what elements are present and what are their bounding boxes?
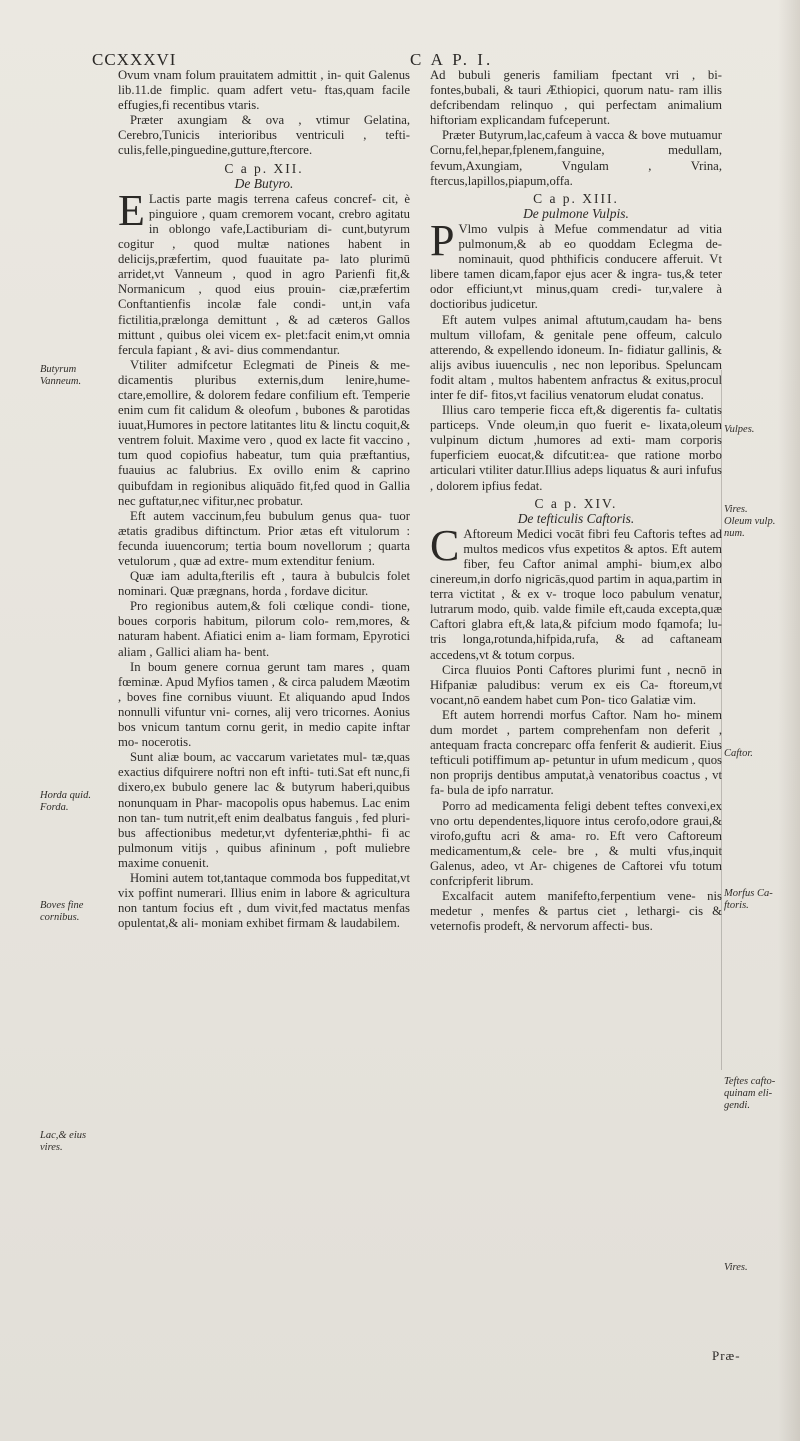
catchword: Præ- (712, 1348, 741, 1363)
paragraph-text: Vlmo vulpis à Mefue commendatur ad vitia pulmonum,& ab eo quoddam Eclegma de- nominauit, quod phthificis conducere afferuit. Vt libere tamen dicam,fapor ejus acer & ingra- tus,& teter odor efficiunt,vt minus,quam credi- tur,valere à doctioribus judicetur. (430, 221, 722, 312)
paragraph: Homini autem tot,tantaque commoda bos fuppeditat,vt vix poffint numerari. Illius enim in labore & agricultura non tantum focius eft , dum vivit,fed mactatus menfas opulentat,& ali- moniam exhibet firmam & laudabilem. (118, 870, 410, 931)
chapter-title: De pulmone Vulpis. (523, 205, 629, 221)
chapter-title: De tefticulis Caftoris. (517, 510, 635, 526)
paragraph: Sunt aliæ boum, ac vaccarum varietates mul- tæ,quas exactius difquirere noftri non eft infti- tuti.Sat eft nunc,fi dixero,ex bubulo genere lac & butyrum haberi,quibus nonunquam in Phar- macopolis opus habemus. Lac enim non tan- tum nutrit,eft enim dealbatus fanguis , fed pluri- bus affectionibus medetur,vt dyfenteriæ,phthi- fi ac pulmonum vitijs , quibus afininum , poft muliebre maxime conuenit. (118, 750, 410, 870)
paragraph (430, 520, 722, 663)
page-edge-line (721, 370, 722, 1070)
paragraph: Eft autem vaccinum,feu bubulum genus qua- tuor ætatis gradibus diftinctum. Prior ætas eft vitulorum : fecunda iuuencorum; tertia boum novellorum ; quarta vetulorum , quæ ad extre- mum extenditur fenium. (118, 508, 410, 568)
paragraph: Eft autem vulpes animal aftutum,caudam ha- bens multum villofam, & genitale pene offeum, calculo atterendo, & expellendo idoneum. In- fidiatur gallinis, & alijs avibus iuuenculis , nec non leporibus. Speluncam fodit altam , multos habentem anfractus & exitus,procul inter fe dif- fitos,vt facilius venatorum eludat conatus. (430, 312, 722, 402)
chapter-heading: C a p. XIV. (534, 495, 618, 511)
chapter-title: De Butyro. (234, 175, 294, 191)
margin-note-vulpes: Vulpes. (724, 424, 755, 435)
chapter-label: C A P. I. (410, 50, 494, 69)
paragraph: Ovum vnam folum prauitatem admittit , in- quit Galenus lib.11.de fimplic. quam adfert vetu- ftas,quam facile effugies,fi recentibus vtaris. (118, 68, 410, 113)
paragraph: Præter axungiam & ova , vtimur Gelatina, Cerebro,Tunicis interioribus ventriculi , tefti- culis,felle,pinguedine,gutture,ftercore. (118, 113, 410, 158)
page-number: CCXXXVI (92, 50, 177, 69)
paragraph-text: Aftoreum Medici vocāt fibri feu Caftoris teftes ad multos medicos vfus expetitos & aptos. Eft autem fiber, feu Caftor animal amphi- bium,ex albo cinereum,in dorfo nigricās,quod partim in aqua,partim in terra victitat , & ex v- troque loco pabulum venatur, lutrarum modo, quib. valde fimile eft,cauda excepta,quæ Caftori glabra eft,& lata,& pifcium modo fqamofa; lu- tris longa,rotunda,hifpida,rufa, & ad caftaneam accedens,vt & totum corpus. (430, 526, 722, 662)
paragraph: Illius caro temperie ficca eft,& digerentis fa- cultatis particeps. Vnde oleum,in quo fuerit e- lixata,oleum vulpinum dictum ,humores ad exti- mam corporis fuperficiem euocat,& difcutit:ea- que ratione morbo articulari vtiliter datur.Illius adeps liquatus & auri infufus , dolorem ipfius fedat. (430, 403, 722, 493)
drop-cap: E (118, 185, 145, 235)
margin-note-butyrum: Butyrum Vanneum. (40, 364, 82, 387)
right-column (430, 68, 722, 934)
chapter-heading: C a p. XIII. (533, 190, 619, 206)
paragraph: Porro ad medicamenta feligi debent teftes convexi,ex vno ortu dependentes,liquore intus cerofo,odore graui,& virofo,guftu acri & ama- ro. Eft vero Caftoreum medicamentum,& cele- bre , & multi vfus,inquit Galenus, adeo, vt Ar- chigenes de Caftorei vfu totum confcripferit librum. (430, 798, 722, 888)
margin-note-lac: Lac,& eius vires. (40, 1130, 87, 1153)
paragraph: Pro regionibus autem,& foli cœlique condi- tione, boues corporis habitum, pilorum colo- rem,mores, & naturam habent. Afiatici enim a- liam formam, Epyrotici aliam , Gallici aliam ha- bent. (118, 599, 410, 659)
margin-note-vires: Vires. Oleum vulp. num. (724, 504, 776, 539)
margin-note-castor: Caftor. (724, 748, 753, 759)
paragraph: Eft autem horrendi morfus Caftor. Nam ho- minem dum mordet , partem comprehenfam non deferit , antequam fracta concreparc offa fenferit & audierit. Eius tefticuli potiffimum ap- petuntur in ufum medicum , quos non proprijs dentibus amputat,à venatoribus coactus , vt fa- bula de ipfo narratur. (430, 707, 722, 798)
drop-cap: C (430, 520, 460, 570)
margin-note-testes: Teftes cafto- quinam eli- gendi. (724, 1076, 776, 1111)
drop-cap: P (430, 215, 455, 265)
margin-note-vires-castorei: Vires. (724, 1262, 748, 1273)
paragraph: Circa fluuios Ponti Caftores plurimi funt , necnō in Hifpaniæ paludibus: verum ex eis Ca- ftoreum,vt vocant,nō eandem habet cum Pon- tico Galatiæ vim. (430, 662, 722, 707)
paragraph: In boum genere cornua gerunt tam mares , quam fœminæ. Apud Myfios tamen , & circa paludem Mæotim , boves fine cornibus viuunt. Et aliquando apud Indos nonnulli vifuntur vni- cornes, alij vero tricornes. Aonius bos vnicum tantum cornu gerit, in medio capite inftar mo- nocerotis. (118, 659, 410, 750)
paragraph: Quæ iam adulta,fterilis eft , taura à bubulcis folet nominari. Quæ prægnans, horda , fordave dicitur. (118, 569, 410, 599)
paragraph-text: Lactis parte magis terrena cafeus concref- cit, è pinguiore , quam cremorem vocant, crebro agitatu in oblongo vafe,Lactiburiam di- cunt,butyrum cogitur , quod multæ nationes habent in delicijs,præfertim, quod fuauitate pa- lato plurimū arridet,vt Vanneum , quod in agro Parienfi fit,& Normanicum , quod eius prouin- ciæ,præfertim Conftantienfis incolæ fale condi- unt,in vafa fictilitia,prælonga demittunt , & ad cæteros Gallos mittunt , quibus olei vicem ex- plet:facit enim,vt omnia fercula fapiant , & avi- dius commendantur. (118, 191, 410, 357)
margin-note-morfus: Morfus Ca- ftoris. (724, 888, 773, 911)
paragraph: Præter Butyrum,lac,cafeum à vacca & bove mutuamur Cornu,fel,hepar,fplenem,fanguine, medullam, fevum,Axungiam, Vngulam , Vrina, ftercus,lapillos,piapum,offa. (430, 128, 722, 188)
margin-note-boves: Boves fine cornibus. (40, 900, 84, 923)
paragraph (430, 215, 722, 313)
paragraph: Ad bubuli generis familiam fpectant vri , bi- fontes,bubali, & tauri Æthiopici, quorum natu- ram illis defcribendam relinquo , qui perfectam animalium hiftoriam explicandam fufceperunt. (430, 68, 722, 128)
left-column (118, 68, 410, 931)
margin-note-horda: Horda quid. Forda. (40, 790, 91, 813)
chapter-heading: C a p. XII. (224, 160, 304, 176)
paragraph: Vtiliter admifcetur Eclegmati de Pineis & me- dicamentis pluribus externis,dum lenire,hume- ctare,emollire, & dolorem fedare confilium eft. Temperie enim cum fit calidum & oleofum , bubones & parotidas iuuat,Humores in pectore latitantes litu & linctu coquit,& ventrem foluit. Maxime vero , quod ex lacte fit vaccino , tum quod copiofius habeatur, tum quia præftantius, fuauius ac falubrius. Ex ovillo enim & caprino quibufdam in regionibus aliquādo fit,fed quod in Gallia nec guftatur,nec vifitur,nec probatur. (118, 357, 410, 508)
page-edge-shadow (778, 0, 800, 1441)
paragraph (118, 185, 410, 358)
paragraph: Excalfacit autem manifefto,ferpentium vene- nis medetur , menfes & partus ciet , lethargi- cis & veternofis prodeft, & nervorum affecti- bus. (430, 889, 722, 934)
